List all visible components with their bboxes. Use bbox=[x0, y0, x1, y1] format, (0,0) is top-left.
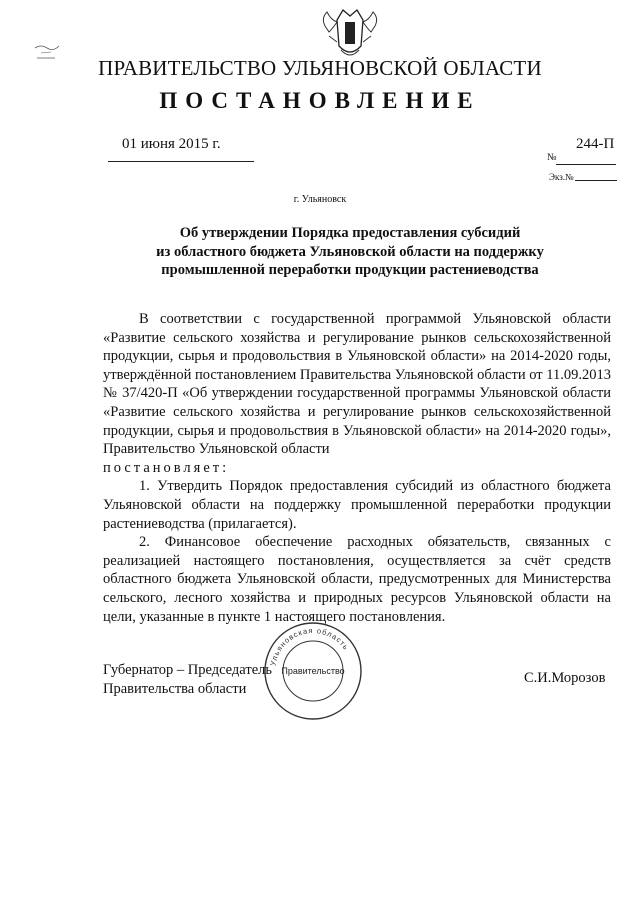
svg-text:Ульяновская область: Ульяновская область bbox=[268, 625, 351, 667]
copy-number-label: Экз.№ bbox=[549, 172, 574, 182]
subject-line-2: из областного бюджета Ульяновской области на поддержку bbox=[156, 243, 544, 260]
preamble-paragraph: В соответствии с государственной программой Ульяновской области «Развитие сельского хозяйства и регулирование рынков сельскохозяйственной продукции, сырья и продовольствия в Ульяновской области» на 2014-2020 годы, утверждённой постановлением Правительства Ульяновской области от 11.09.2013 № 37/420-П «Об утверждении государственной программы Ульяновской области «Развитие сельского хозяйства и регулирование рынков сельскохозяйственной продукции, сырья и продовольствия в Ульяновской области» на 2014-2020 годы», Правительство Ульяновской области bbox=[103, 311, 611, 458]
city-name: г. Ульяновск bbox=[293, 194, 347, 205]
signatory-title-line-2: Правительства области bbox=[103, 681, 247, 697]
decree-body bbox=[103, 310, 611, 626]
date-underline bbox=[108, 161, 254, 162]
signatory-title-line-1: Губернатор – Председатель bbox=[103, 662, 272, 678]
item-2-paragraph: 2. Финансовое обеспечение расходных обязательств, связанных с реализацией настоящего постановления, осуществляется за счёт средств областного бюджета Ульяновской области, предусмотренных для Министерства сельского, лесного хозяйства и природных ресурсов Ульяновской области на цели, указанные в пункте 1 настоящего постановления. bbox=[103, 534, 611, 625]
subject-line-1: Об утверждении Порядка предоставления субсидий bbox=[179, 225, 521, 241]
government-title: ПРАВИТЕЛЬСТВО УЛЬЯНОВСКОЙ ОБЛАСТИ bbox=[98, 56, 542, 80]
decree-date: 01 июня 2015 г. bbox=[122, 136, 221, 152]
official-seal bbox=[262, 620, 364, 722]
coat-of-arms-emblem bbox=[317, 6, 383, 62]
decree-subject bbox=[130, 224, 570, 280]
copy-number-underline bbox=[575, 180, 617, 181]
decree-number: 244-П bbox=[576, 136, 615, 152]
signatory-title bbox=[103, 661, 272, 699]
document-type-title: ПОСТАНОВЛЕНИЕ bbox=[159, 88, 481, 113]
subject-line-3: промышленной переработки продукции растениеводства bbox=[161, 262, 539, 278]
decrees-word: постановляет: bbox=[103, 459, 230, 476]
seal-center-text: Правительство bbox=[281, 666, 345, 676]
number-label: № bbox=[547, 152, 557, 163]
signatory-name: С.И.Морозов bbox=[524, 670, 606, 686]
item-1-paragraph: 1. Утвердить Порядок предоставления субсидий из областного бюджета Ульяновской области на поддержку промышленной переработки продукции растениеводства (прилагается). bbox=[103, 478, 611, 532]
number-underline bbox=[556, 164, 616, 165]
